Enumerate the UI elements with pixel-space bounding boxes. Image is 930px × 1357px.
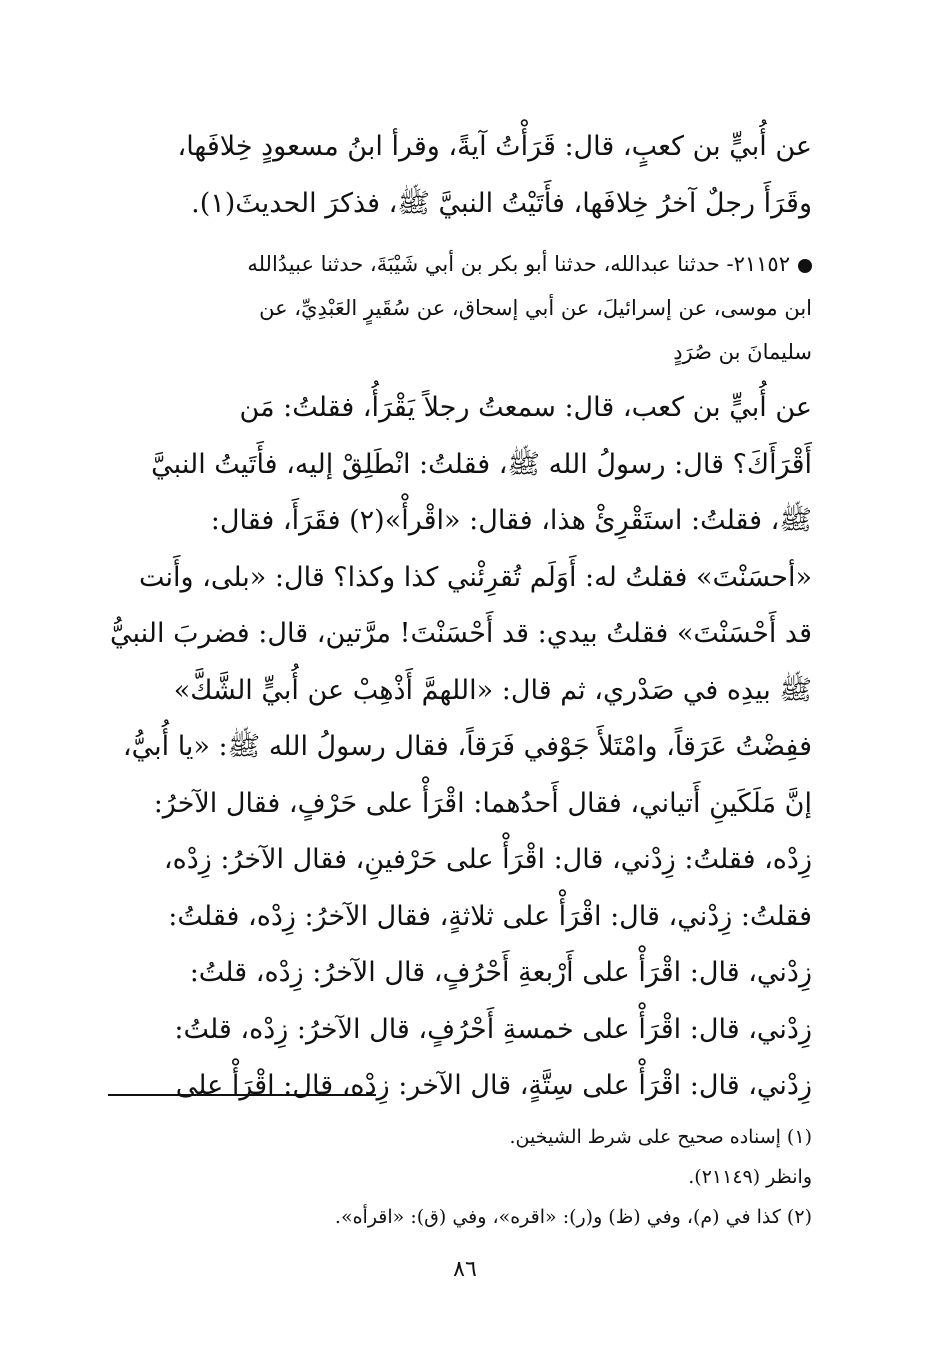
text-line: سليمانَ بن صُرَدٍ [673,340,812,364]
main-paragraph [108,118,812,232]
text-line: زِدْني، قال: اقْرَأْ على خمسةِ أَحْرُفٍ، قال الآخرُ: زِدْه، قلتُ: [174,1013,812,1045]
text-line: فقلتُ: زِدْني، قال: اقْرَأْ على ثلاثةٍ، فقال الآخرُ: زِدْه، فقلتُ: [168,900,812,932]
text-line: زِدْني، قال: اقْرَأْ على سِتَّةٍ، قال الآخر: زِدْه، قال: اقْرَأْ على [175,1070,812,1101]
text-line: قد أَحْسَنْتَ» فقلتُ بيدي: قد أَحْسَنْتَ! مرَّتين، قال: فضربَ النبيُّ [109,618,812,649]
text-line: «أحسَنْتَ» فقلتُ له: أَوَلَم تُقرِئْني كذا وكذا؟ قال: «بلى، وأَنت [138,561,812,593]
footnote-2: (٢) كذا في (م)، وفي (ظ) و(ر): «اقره»، وفي (ق): «اقرأه». [334,1206,812,1228]
footnote-1-see-also: وانظر (٢١١٤٩). [688,1166,812,1188]
text-line: عن أُبيٍّ بن كعبٍ، قال: قَرَأْتُ آيةً، وقرأ ابنُ مسعودٍ خِلافَها، [177,131,812,162]
hadith-text [108,380,812,1115]
text-line: أَقْرَأَكَ؟ قال: رسولُ الله ﷺ، فقلتُ: انْطَلِقْ إليه، فأَتَيتُ النبيَّ [151,448,812,480]
bullet-icon [798,259,812,273]
hadith-chain [108,242,812,374]
text-line: ﷺ بيدِه في صَدْري، ثم قال: «اللهمَّ أَذْهِبْ عن أُبيٍّ الشَّكَّ» [173,674,812,706]
text-line: ابن موسى، عن إسرائيلَ، عن أبي إسحاق، عن سُقَيرٍ العَبْدِيِّ، عن [259,296,812,320]
text-line: زِدْه، فقلتُ: زِدْني، قال: اقْرَأْ على حَرْفينِ، فقال الآخرُ: زِدْه، [163,844,812,875]
text-line [108,242,812,286]
footnote-1: (١) إسناده صحيح على شرط الشيخين. [509,1126,812,1148]
text-line: عن أُبيٍّ بن كعب، قال: سمعتُ رجلاً يَقْرَأُ، فقلتُ: مَن [239,392,812,423]
page-number: ٨٦ [453,1257,477,1282]
hadith-number-line: ٢١١٥٢- حدثنا عبدالله، حدثنا أبو بكر بن أبي شَيْبَةَ، حدثنا عبيدُالله [247,252,790,276]
text-line: إنَّ مَلَكَينِ أَتياني، فقال أَحدُهما: اقْرَأْ على حَرْفٍ، فقال الآخرُ: [153,787,812,819]
text-line: وقَرَأَ رجلٌ آخرُ خِلافَها، فأَتَيْتُ النبيَّ ﷺ، فذكرَ الحديثَ(١). [191,188,812,219]
text-line: ففِضْتُ عَرَقاً، وامْتَلأَ جَوْفي فَرَقاً، فقال رسولُ الله ﷺ: «يا أُبيُّ، [122,731,812,762]
footnote-divider [108,1094,376,1096]
text-line: ﷺ، فقلتُ: استَقْرِئْ هذا، فقال: «اقْرأْ»(٢) فقَرَأَ، فقال: [210,505,812,536]
text-line: زِدْني، قال: اقْرَأْ على أَرْبعةِ أَحْرُفٍ، قال الآخرُ: زِدْه، قلتُ: [189,957,812,988]
